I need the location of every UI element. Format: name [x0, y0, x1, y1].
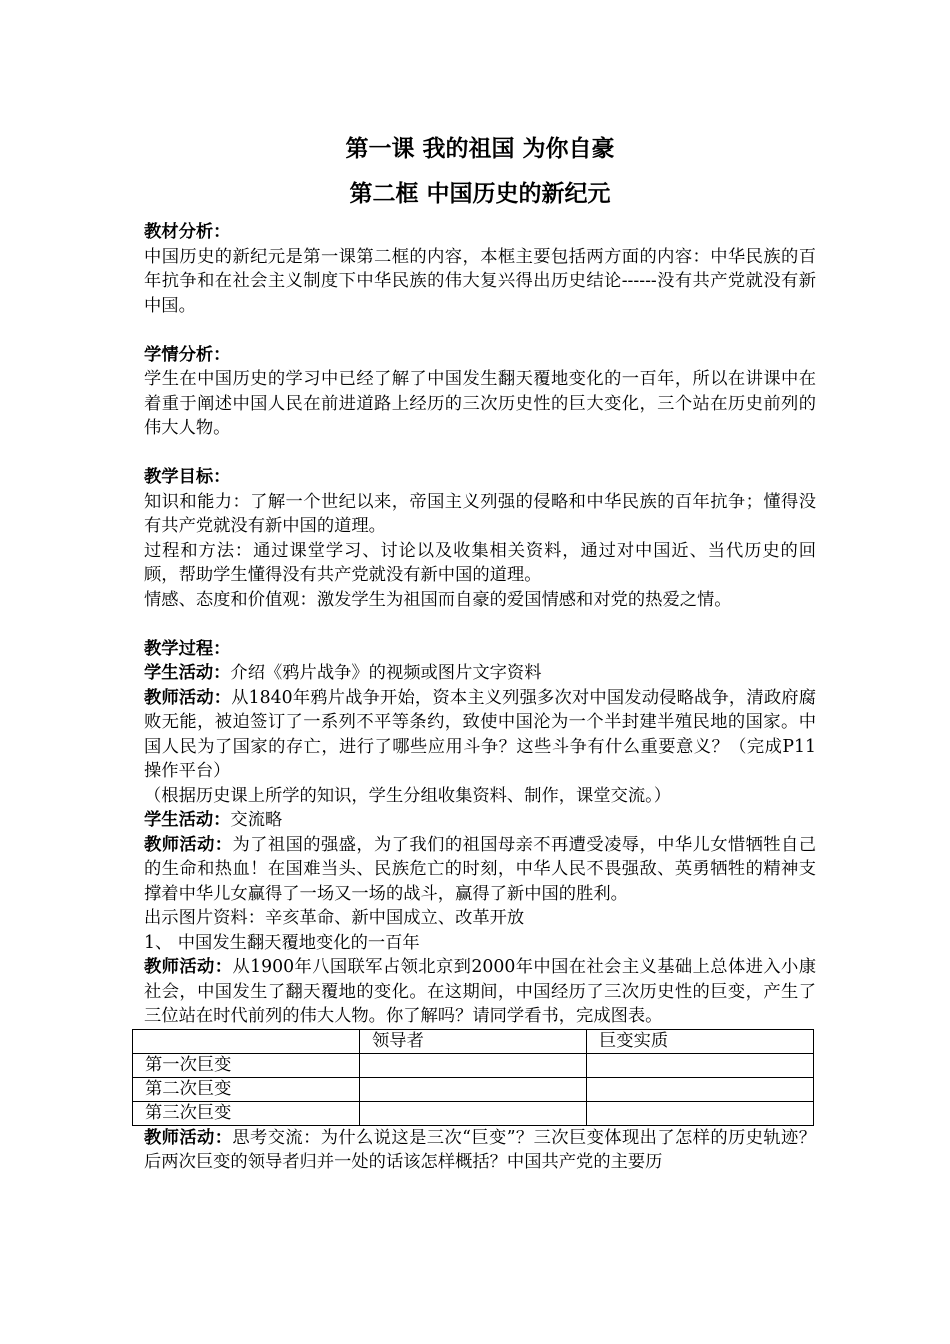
goal-emotion: 情感、态度和价值观：激发学生为祖国而自豪的爱国情感和对党的热爱之情。 — [144, 589, 732, 610]
activity-text: 介绍《鸦片战争》的视频或图片文字资料 — [230, 663, 542, 683]
activity-label: 学生活动： — [144, 810, 231, 830]
textbook-analysis-body: 中国历史的新纪元是第一课第二框的内容，本框主要包括两方面的内容：中华民族的百年抗争和在社会主义制度下中华民族的伟大复兴得出历史结论------没有共产党就没有新中国。 — [144, 246, 816, 316]
changes-table — [132, 1029, 814, 1126]
teacher-activity-1 — [144, 686, 816, 784]
note-group-work: （根据历史课上所学的知识，学生分组收集资料、制作，课堂交流。） — [144, 785, 672, 806]
section-title: 第二框 中国历史的新纪元 — [349, 180, 611, 207]
table-cell — [587, 1053, 814, 1077]
teacher-activity-2 — [144, 833, 816, 907]
student-activity-2 — [144, 808, 816, 833]
activity-label: 教师活动： — [144, 834, 233, 855]
table-cell: 第二次巨变 — [133, 1077, 360, 1101]
table-cell — [360, 1101, 587, 1125]
teaching-process-heading: 教学过程： — [144, 638, 231, 659]
activity-label: 教师活动： — [144, 1127, 233, 1148]
goal-process: 过程和方法：通过课堂学习、讨论以及收集相关资料，通过对中国近、当代历史的回顾，帮助学生懂得没有共产党就没有新中国的道理。 — [144, 540, 816, 585]
table-header-row — [133, 1029, 814, 1053]
table-cell — [587, 1077, 814, 1101]
activity-label: 教师活动： — [144, 687, 232, 708]
goal-knowledge: 知识和能力：了解一个世纪以来，帝国主义列强的侵略和中华民族的百年抗争；懂得没有共产党就没有新中国的道理。 — [144, 491, 816, 536]
student-analysis-body: 学生在中国历史的学习中已经了解了中国发生翻天覆地变化的一百年，所以在讲课中在着重于阐述中国人民在前进道路上经历的三次历史性的巨大变化，三个站在历史前列的伟大人物。 — [144, 369, 816, 438]
student-analysis-heading: 学情分析： — [144, 344, 231, 365]
document-page — [144, 128, 816, 1175]
table-cell — [587, 1101, 814, 1125]
table-cell — [360, 1053, 587, 1077]
lesson-title: 第一课 我的祖国 为你自豪 — [345, 135, 615, 162]
table-header-essence: 巨变实质 — [587, 1029, 814, 1053]
table-cell — [360, 1077, 587, 1101]
activity-text: 从1900年八国联军占领北京到2000年中国在社会主义基础上总体进入小康社会，中国发生了翻天覆地的变化。在这期间，中国经历了三次历史性的巨变，产生了三位站在时代前列的伟大人物。你了解吗？请同学看书，完成图表。 — [144, 957, 816, 1026]
teacher-activity-4 — [144, 1126, 816, 1175]
numbered-item-1: 1、 中国发生翻天覆地变化的一百年 — [144, 932, 420, 953]
table-row — [133, 1053, 814, 1077]
activity-text: 思考交流：为什么说这是三次“巨变”？三次巨变体现出了怎样的历史轨迹？后两次巨变的领导者归并一处的话该怎样概括？中国共产党的主要历 — [144, 1127, 816, 1172]
activity-text: 为了祖国的强盛，为了我们的祖国母亲不再遭受凌辱，中华儿女惜牺牲自己的生命和热血！在国难当头、民族危亡的时刻，中华人民不畏强敌、英勇牺牲的精神支撑着中华儿女赢得了一场又一场的战斗，赢得了新中国的胜利。 — [144, 834, 816, 904]
table-row — [133, 1077, 814, 1101]
activity-label: 学生活动： — [144, 663, 231, 683]
table-cell: 第三次巨变 — [133, 1101, 360, 1125]
activity-text: 交流略 — [230, 810, 283, 830]
table-cell: 第一次巨变 — [133, 1053, 360, 1077]
table-header-leader: 领导者 — [360, 1029, 587, 1053]
note-images: 出示图片资料：辛亥革命、新中国成立、改革开放 — [144, 908, 525, 928]
teacher-activity-3 — [144, 955, 816, 1029]
student-activity-1 — [144, 661, 816, 686]
table-row — [133, 1101, 814, 1125]
teaching-goals-heading: 教学目标： — [144, 467, 231, 487]
activity-text: 从1840年鸦片战争开始，资本主义列强多次对中国发动侵略战争，清政府腐败无能，被迫签订了一系列不平等条约，致使中国沦为一个半封建半殖民地的国家。中国人民为了国家的存亡，进行了哪些应用斗争？这些斗争有什么重要意义？（完成P11操作平台） — [144, 687, 816, 781]
activity-label: 教师活动： — [144, 957, 233, 977]
textbook-analysis-heading: 教材分析： — [144, 222, 231, 242]
table-cell — [133, 1029, 360, 1053]
